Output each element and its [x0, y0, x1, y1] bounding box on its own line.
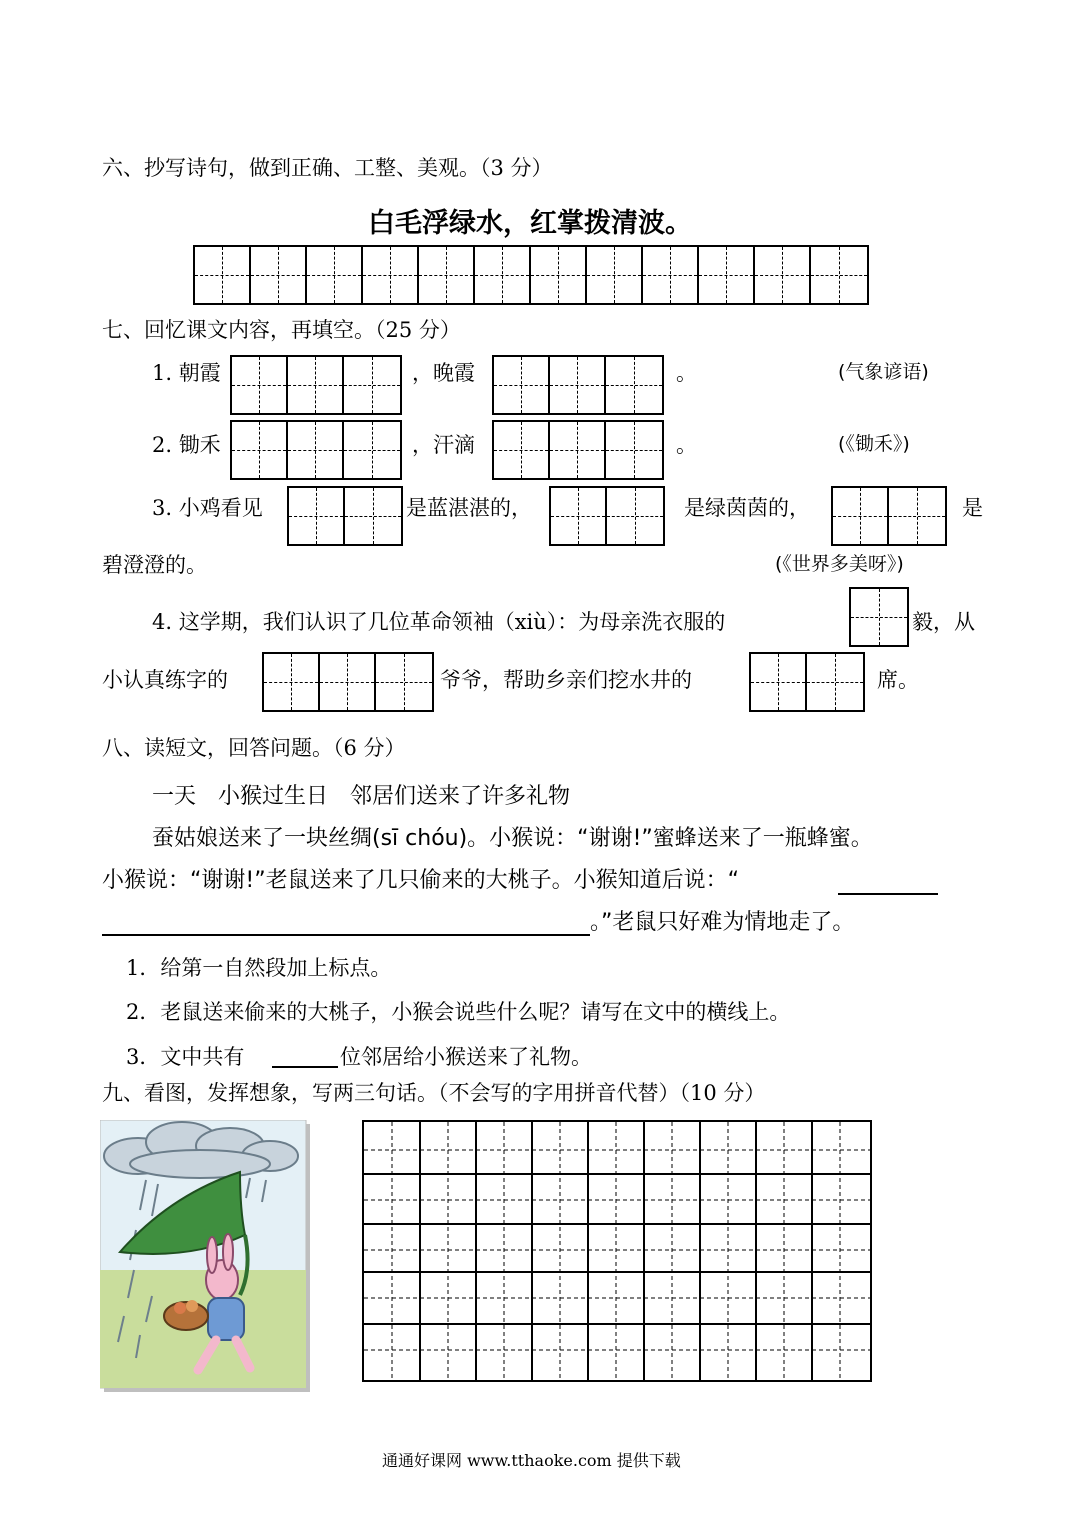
- q4-grid-c[interactable]: [749, 652, 865, 712]
- q2-label: 2. 锄禾: [152, 433, 221, 457]
- q4-grid-a[interactable]: [849, 587, 909, 647]
- rabbit-rain-picture: [100, 1120, 310, 1392]
- answer-line-1[interactable]: [838, 893, 938, 895]
- q4-line1: 4. 这学期，我们认识了几位革命领袖（xiù）：为母亲洗衣服的: [152, 610, 726, 634]
- question-3-end: 位邻居给小猴送来了礼物。: [340, 1045, 592, 1069]
- passage-p3: 小猴说：“谢谢!”老鼠送来了几只偷来的大桃子。小猴知道后说：“: [102, 868, 740, 893]
- q3-end: 是: [962, 496, 983, 520]
- q3-grid-b[interactable]: [549, 486, 665, 546]
- q2-grid-a[interactable]: [230, 420, 402, 480]
- passage-p2: 蚕姑娘送来了一块丝绸(sī chóu)。小猴说：“谢谢!”蜜蜂送来了一瓶蜂蜜。: [152, 826, 873, 851]
- section-7-heading: 七、回忆课文内容，再填空。（25 分）: [102, 318, 461, 342]
- section-6-heading: 六、抄写诗句，做到正确、工整、美观。（3 分）: [102, 156, 553, 180]
- passage-p1: 一天 小猴过生日 邻居们送来了许多礼物: [152, 784, 571, 809]
- q1-mid: ，晚霞: [412, 361, 475, 385]
- question-2: 2．老鼠送来偷来的大桃子，小猴会说些什么呢？请写在文中的横线上。: [126, 1000, 791, 1024]
- q3-grid-a[interactable]: [287, 486, 403, 546]
- q3-source: (《世界多美呀》): [775, 553, 904, 575]
- q3-mid2: 是绿茵茵的，: [684, 496, 810, 520]
- q2-source: (《锄禾》): [838, 433, 910, 455]
- copy-grid[interactable]: [193, 245, 869, 305]
- q4-line2: 小认真练字的: [102, 668, 228, 692]
- q3-mid1: 是蓝湛湛的，: [406, 496, 532, 520]
- passage-p4-end: 。”老鼠只好难为情地走了。: [590, 910, 855, 935]
- q1-grid-a[interactable]: [230, 355, 402, 415]
- q4-mid2: 爷爷，帮助乡亲们挖水井的: [440, 668, 692, 692]
- q1-source: (气象谚语): [838, 361, 929, 383]
- q4-mid1: 毅，从: [912, 610, 975, 634]
- question-3-blank[interactable]: [272, 1066, 338, 1068]
- writing-grid[interactable]: [362, 1120, 872, 1382]
- question-1: 1．给第一自然段加上标点。: [126, 956, 392, 980]
- q4-grid-b[interactable]: [262, 652, 434, 712]
- question-3-start: 3．文中共有: [126, 1045, 245, 1069]
- answer-line-2[interactable]: [102, 934, 590, 936]
- footer: 通通好课网 www.tthaoke.com 提供下载: [382, 1451, 681, 1470]
- q3-label: 3. 小鸡看见: [152, 496, 263, 520]
- q1-label: 1. 朝霞: [152, 361, 221, 385]
- q2-end: 。: [676, 433, 697, 457]
- q1-end: 。: [676, 361, 697, 385]
- q2-mid: ，汗滴: [412, 433, 475, 457]
- section-9-heading: 九、看图，发挥想象，写两三句话。（不会写的字用拼音代替）（10 分）: [102, 1081, 766, 1105]
- section-8-heading: 八、读短文，回答问题。（6 分）: [102, 736, 406, 760]
- q2-grid-b[interactable]: [492, 420, 664, 480]
- q3-line2: 碧澄澄的。: [102, 553, 207, 577]
- poem-line: 白毛浮绿水，红掌拨清波。: [368, 208, 692, 239]
- q1-grid-b[interactable]: [492, 355, 664, 415]
- q3-grid-c[interactable]: [831, 486, 947, 546]
- q4-end: 席。: [877, 668, 919, 692]
